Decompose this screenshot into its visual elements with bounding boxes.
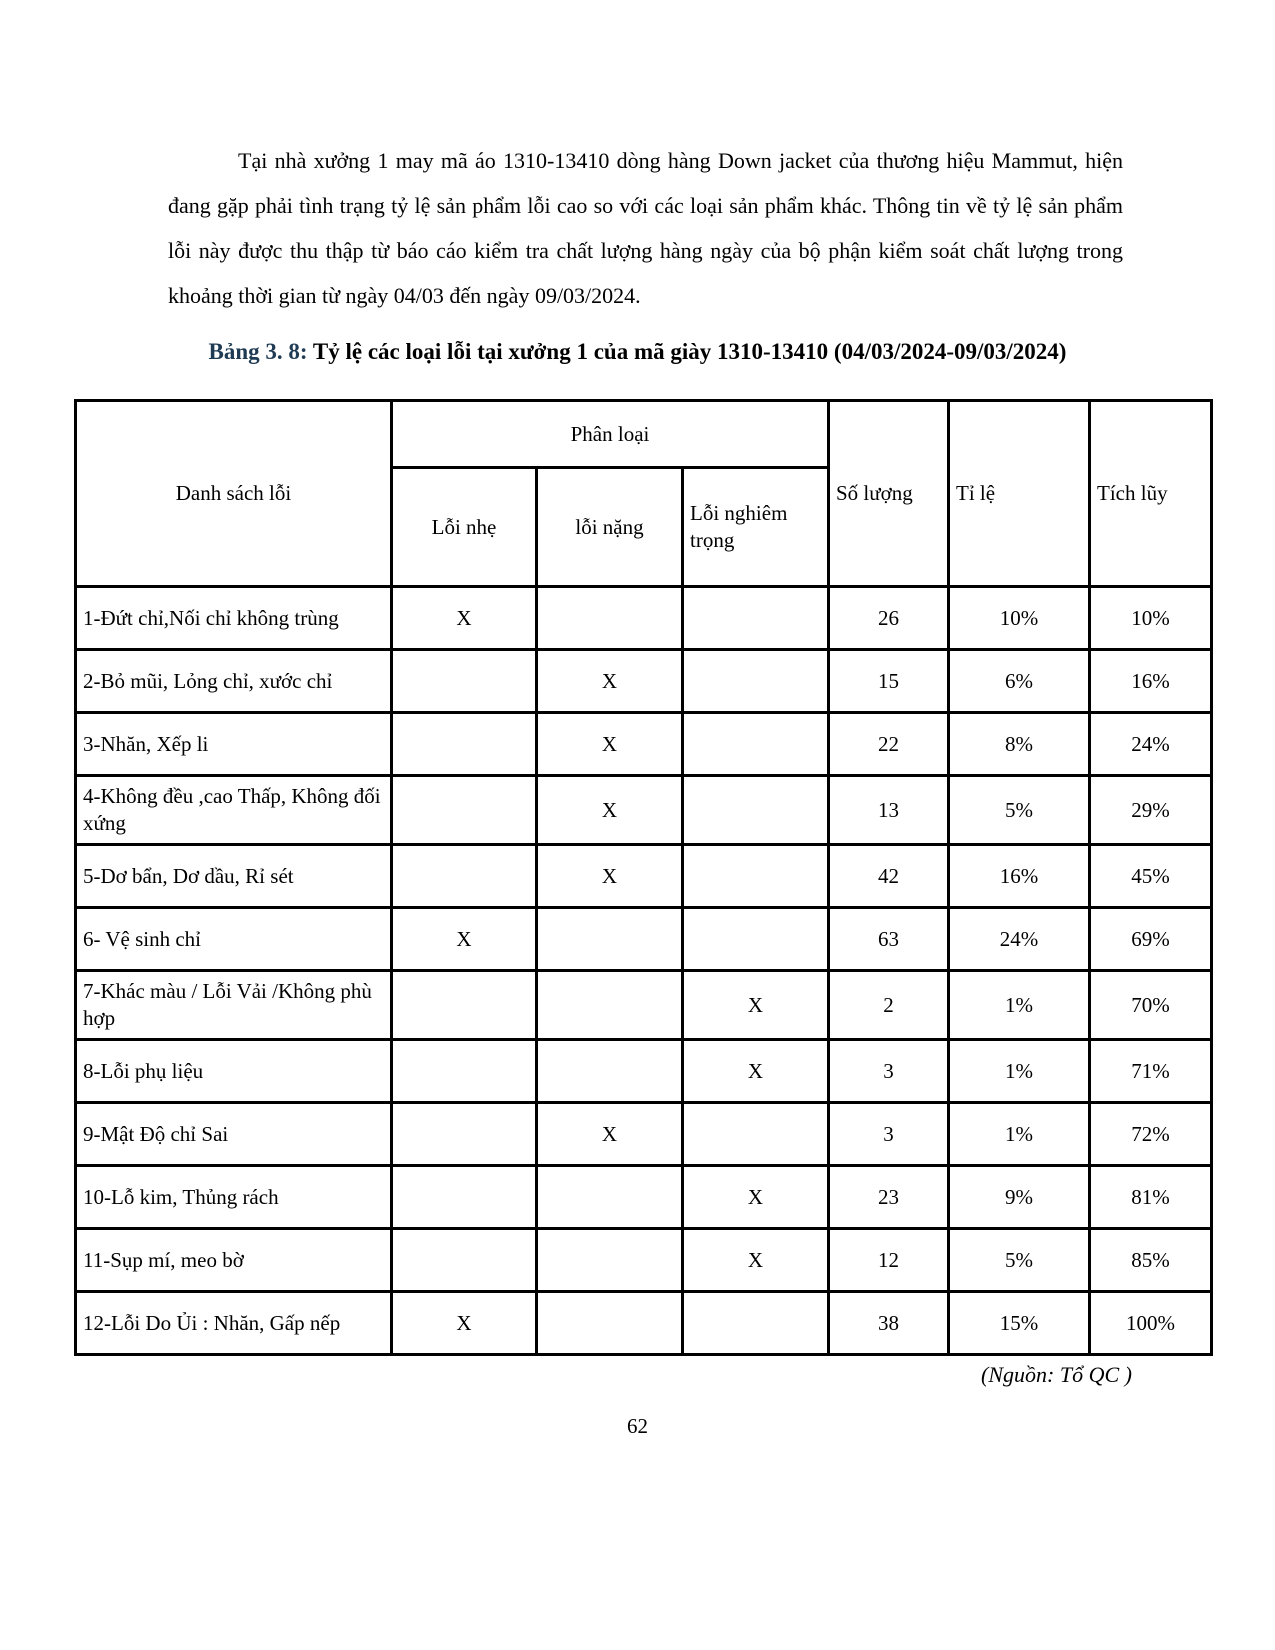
- cell-tich-luy: 81%: [1090, 1166, 1212, 1229]
- cell-loi-nhe-mark: X: [392, 908, 537, 971]
- table-header: [76, 401, 1212, 587]
- cell-ti-le: 8%: [949, 713, 1090, 776]
- cell-tich-luy: 100%: [1090, 1292, 1212, 1355]
- table-row: [76, 1166, 1212, 1229]
- cell-ti-le: 24%: [949, 908, 1090, 971]
- cell-so-luong: 38: [829, 1292, 949, 1355]
- table-row: [76, 971, 1212, 1040]
- cell-loi-nhe-mark: [392, 1040, 537, 1103]
- cell-loi-nghiem-trong-mark: [683, 845, 829, 908]
- cell-ti-le: 6%: [949, 650, 1090, 713]
- cell-loi-nhe-mark: X: [392, 1292, 537, 1355]
- header-tich-luy: Tích lũy: [1090, 401, 1212, 587]
- cell-loi-nhe-mark: [392, 1166, 537, 1229]
- cell-loi-nang-mark: X: [537, 845, 683, 908]
- header-ti-le: Tỉ lệ: [949, 401, 1090, 587]
- cell-loi-nhe-mark: [392, 650, 537, 713]
- cell-loi-nghiem-trong-mark: [683, 713, 829, 776]
- cell-loi-nang-mark: [537, 971, 683, 1040]
- source-note: (Nguồn: Tổ QC ): [981, 1362, 1132, 1387]
- header-loi-nang: lỗi nặng: [537, 468, 683, 587]
- table-row: [76, 845, 1212, 908]
- header-row-top: [76, 401, 1212, 468]
- cell-loi-nhe-mark: [392, 776, 537, 845]
- cell-loi-nhe-mark: [392, 713, 537, 776]
- cell-tich-luy: 45%: [1090, 845, 1212, 908]
- cell-defect-label: 1-Đứt chỉ,Nối chỉ không trùng: [76, 587, 392, 650]
- caption-label: Bảng 3. 8:: [208, 339, 308, 364]
- cell-tich-luy: 70%: [1090, 971, 1212, 1040]
- cell-loi-nghiem-trong-mark: [683, 1103, 829, 1166]
- cell-defect-label: 12-Lỗi Do Ủi : Nhăn, Gấp nếp: [76, 1292, 392, 1355]
- cell-tich-luy: 24%: [1090, 713, 1212, 776]
- table-row: [76, 587, 1212, 650]
- cell-so-luong: 3: [829, 1040, 949, 1103]
- cell-loi-nhe-mark: [392, 845, 537, 908]
- cell-loi-nang-mark: X: [537, 713, 683, 776]
- cell-defect-label: 7-Khác màu / Lỗi Vải /Không phù hợp: [76, 971, 392, 1040]
- table-row: [76, 1103, 1212, 1166]
- cell-tich-luy: 10%: [1090, 587, 1212, 650]
- cell-ti-le: 9%: [949, 1166, 1090, 1229]
- header-loi-nhe: Lỗi nhẹ: [392, 468, 537, 587]
- cell-ti-le: 5%: [949, 1229, 1090, 1292]
- cell-loi-nhe-mark: X: [392, 587, 537, 650]
- caption-title: Tỷ lệ các loại lỗi tại xưởng 1 của mã giày 1310-13410 (04/03/2024-09/03/2024): [307, 339, 1067, 364]
- table-caption: [168, 334, 1107, 369]
- cell-tich-luy: 69%: [1090, 908, 1212, 971]
- cell-defect-label: 10-Lỗ kim, Thủng rách: [76, 1166, 392, 1229]
- cell-loi-nghiem-trong-mark: X: [683, 1166, 829, 1229]
- cell-loi-nghiem-trong-mark: [683, 1292, 829, 1355]
- cell-defect-label: 2-Bỏ mũi, Lỏng chỉ, xước chỉ: [76, 650, 392, 713]
- page-number: 62: [627, 1414, 648, 1438]
- cell-loi-nang-mark: X: [537, 650, 683, 713]
- cell-loi-nghiem-trong-mark: X: [683, 1229, 829, 1292]
- header-phan-loai: Phân loại: [392, 401, 829, 468]
- cell-loi-nang-mark: [537, 908, 683, 971]
- cell-loi-nang-mark: [537, 1040, 683, 1103]
- cell-loi-nghiem-trong-mark: X: [683, 971, 829, 1040]
- cell-so-luong: 12: [829, 1229, 949, 1292]
- cell-ti-le: 1%: [949, 1040, 1090, 1103]
- table-row: [76, 1040, 1212, 1103]
- header-loi-nghiem-trong: Lỗi nghiêm trọng: [683, 468, 829, 587]
- table-row: [76, 1292, 1212, 1355]
- cell-so-luong: 22: [829, 713, 949, 776]
- cell-loi-nang-mark: [537, 1229, 683, 1292]
- cell-loi-nhe-mark: [392, 1229, 537, 1292]
- header-danh-sach-loi: Danh sách lỗi: [76, 401, 392, 587]
- cell-loi-nhe-mark: [392, 971, 537, 1040]
- cell-ti-le: 1%: [949, 971, 1090, 1040]
- cell-so-luong: 2: [829, 971, 949, 1040]
- cell-loi-nhe-mark: [392, 1103, 537, 1166]
- cell-ti-le: 5%: [949, 776, 1090, 845]
- cell-so-luong: 63: [829, 908, 949, 971]
- cell-loi-nang-mark: X: [537, 1103, 683, 1166]
- cell-tich-luy: 72%: [1090, 1103, 1212, 1166]
- cell-ti-le: 15%: [949, 1292, 1090, 1355]
- intro-paragraph: Tại nhà xưởng 1 may mã áo 1310-13410 dòng hàng Down jacket của thương hiệu Mammut, hiện đang gặp phải tình trạng tỷ lệ sản phẩm lỗi cao so với các loại sản phẩm khác. Thông tin về tỷ lệ sản phẩm lỗi này được thu thập từ báo cáo kiểm tra chất lượng hàng ngày của bộ phận kiểm soát chất lượng trong khoảng thời gian từ ngày 04/03 đến ngày 09/03/2024.: [168, 148, 1123, 308]
- cell-ti-le: 1%: [949, 1103, 1090, 1166]
- cell-loi-nghiem-trong-mark: [683, 908, 829, 971]
- cell-tich-luy: 16%: [1090, 650, 1212, 713]
- cell-defect-label: 4-Không đều ,cao Thấp, Không đối xứng: [76, 776, 392, 845]
- cell-defect-label: 11-Sụp mí, meo bờ: [76, 1229, 392, 1292]
- cell-tich-luy: 85%: [1090, 1229, 1212, 1292]
- defects-table: [74, 399, 1213, 1356]
- header-so-luong: Số lượng: [829, 401, 949, 587]
- cell-ti-le: 16%: [949, 845, 1090, 908]
- table-row: [76, 776, 1212, 845]
- cell-loi-nang-mark: X: [537, 776, 683, 845]
- cell-so-luong: 42: [829, 845, 949, 908]
- cell-so-luong: 3: [829, 1103, 949, 1166]
- cell-defect-label: 8-Lỗi phụ liệu: [76, 1040, 392, 1103]
- cell-defect-label: 6- Vệ sinh chỉ: [76, 908, 392, 971]
- cell-defect-label: 3-Nhăn, Xếp li: [76, 713, 392, 776]
- table-body: [76, 587, 1212, 1355]
- table-row: [76, 713, 1212, 776]
- cell-loi-nghiem-trong-mark: X: [683, 1040, 829, 1103]
- cell-so-luong: 23: [829, 1166, 949, 1229]
- cell-ti-le: 10%: [949, 587, 1090, 650]
- cell-defect-label: 9-Mật Độ chỉ Sai: [76, 1103, 392, 1166]
- cell-loi-nghiem-trong-mark: [683, 650, 829, 713]
- cell-loi-nang-mark: [537, 1292, 683, 1355]
- cell-loi-nang-mark: [537, 587, 683, 650]
- table-row: [76, 650, 1212, 713]
- cell-loi-nghiem-trong-mark: [683, 587, 829, 650]
- cell-tich-luy: 29%: [1090, 776, 1212, 845]
- cell-so-luong: 15: [829, 650, 949, 713]
- cell-loi-nang-mark: [537, 1166, 683, 1229]
- cell-defect-label: 5-Dơ bẩn, Dơ dầu, Rỉ sét: [76, 845, 392, 908]
- cell-so-luong: 26: [829, 587, 949, 650]
- cell-so-luong: 13: [829, 776, 949, 845]
- table-row: [76, 1229, 1212, 1292]
- table-row: [76, 908, 1212, 971]
- cell-loi-nghiem-trong-mark: [683, 776, 829, 845]
- cell-tich-luy: 71%: [1090, 1040, 1212, 1103]
